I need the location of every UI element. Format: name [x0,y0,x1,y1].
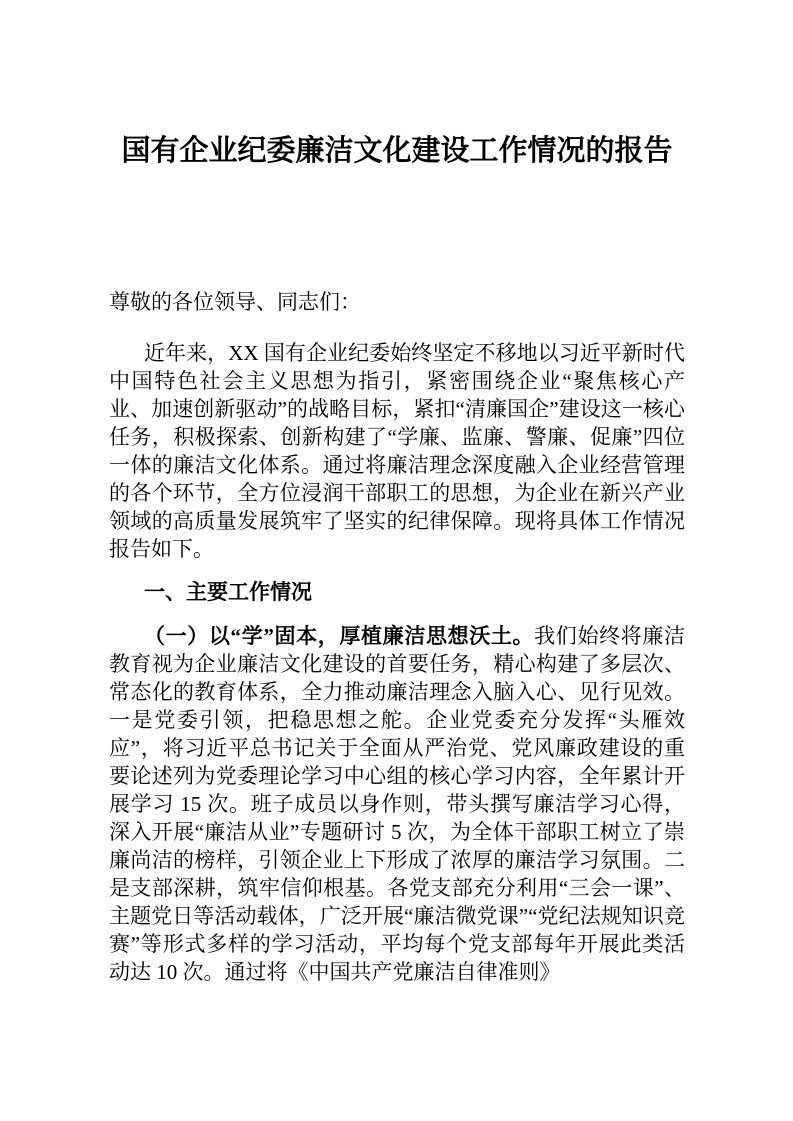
section-heading-main-work: 一、主要工作情况 [144,580,312,604]
salutation-line: 尊敬的各位领导、同志们： [109,290,361,314]
subsection-lead-sentence: （一）以“学”固本，厚植廉洁思想沃土。 [144,624,535,648]
document-title: 国有企业纪委廉洁文化建设工作情况的报告 [121,135,673,167]
subsection-body-text: 我们始终将廉洁教育视为企业廉洁文化建设的首要任务，精心构建了多层次、常态化的教育体系，全力推动廉洁理念入脑入心、见行见效。一是党委引领，把稳思想之舵。企业党委充分发挥“头雁效应”，将习近平总书记关于全面从严治党、党风廉政建设的重要论述列为党委理论学习中心组的核心学习内容，全年累计开展学习 15 次。班子成员以身作则，带头撰写廉洁学习心得，深入开展“廉洁从业”专题研讨 5 次，为全体干部职工树立了崇廉尚洁的榜样，引领企业上下形成了浓厚的廉洁学习氛围。二是支部深耕，筑牢信仰根基。各党支部充分利用“三会一课”、主题党日等活动载体，广泛开展“廉洁微党课”“党纪法规知识竞赛”等形式多样的学习活动，平均每个党支部每年开展此类活动达 10 次。通过将《中国共产党廉洁自律准则》 [109,624,686,984]
intro-paragraph: 近年来，XX 国有企业纪委始终坚定不移地以习近平新时代中国特色社会主义思想为指引，紧密围绕企业“聚焦核心产业、加速创新驱动”的战略目标，紧扣“清廉国企”建设这一核心任务，积极探索、创新构建了“学廉、监廉、警廉、促廉”四位一体的廉洁文化体系。通过将廉洁理念深度融入企业经营管理的各个环节，全方位浸润干部职工的思想，为企业在新兴产业领域的高质量发展筑牢了坚实的纪律保障。现将具体工作情况报告如下。 [109,341,685,561]
subsection-paragraph [109,622,685,986]
